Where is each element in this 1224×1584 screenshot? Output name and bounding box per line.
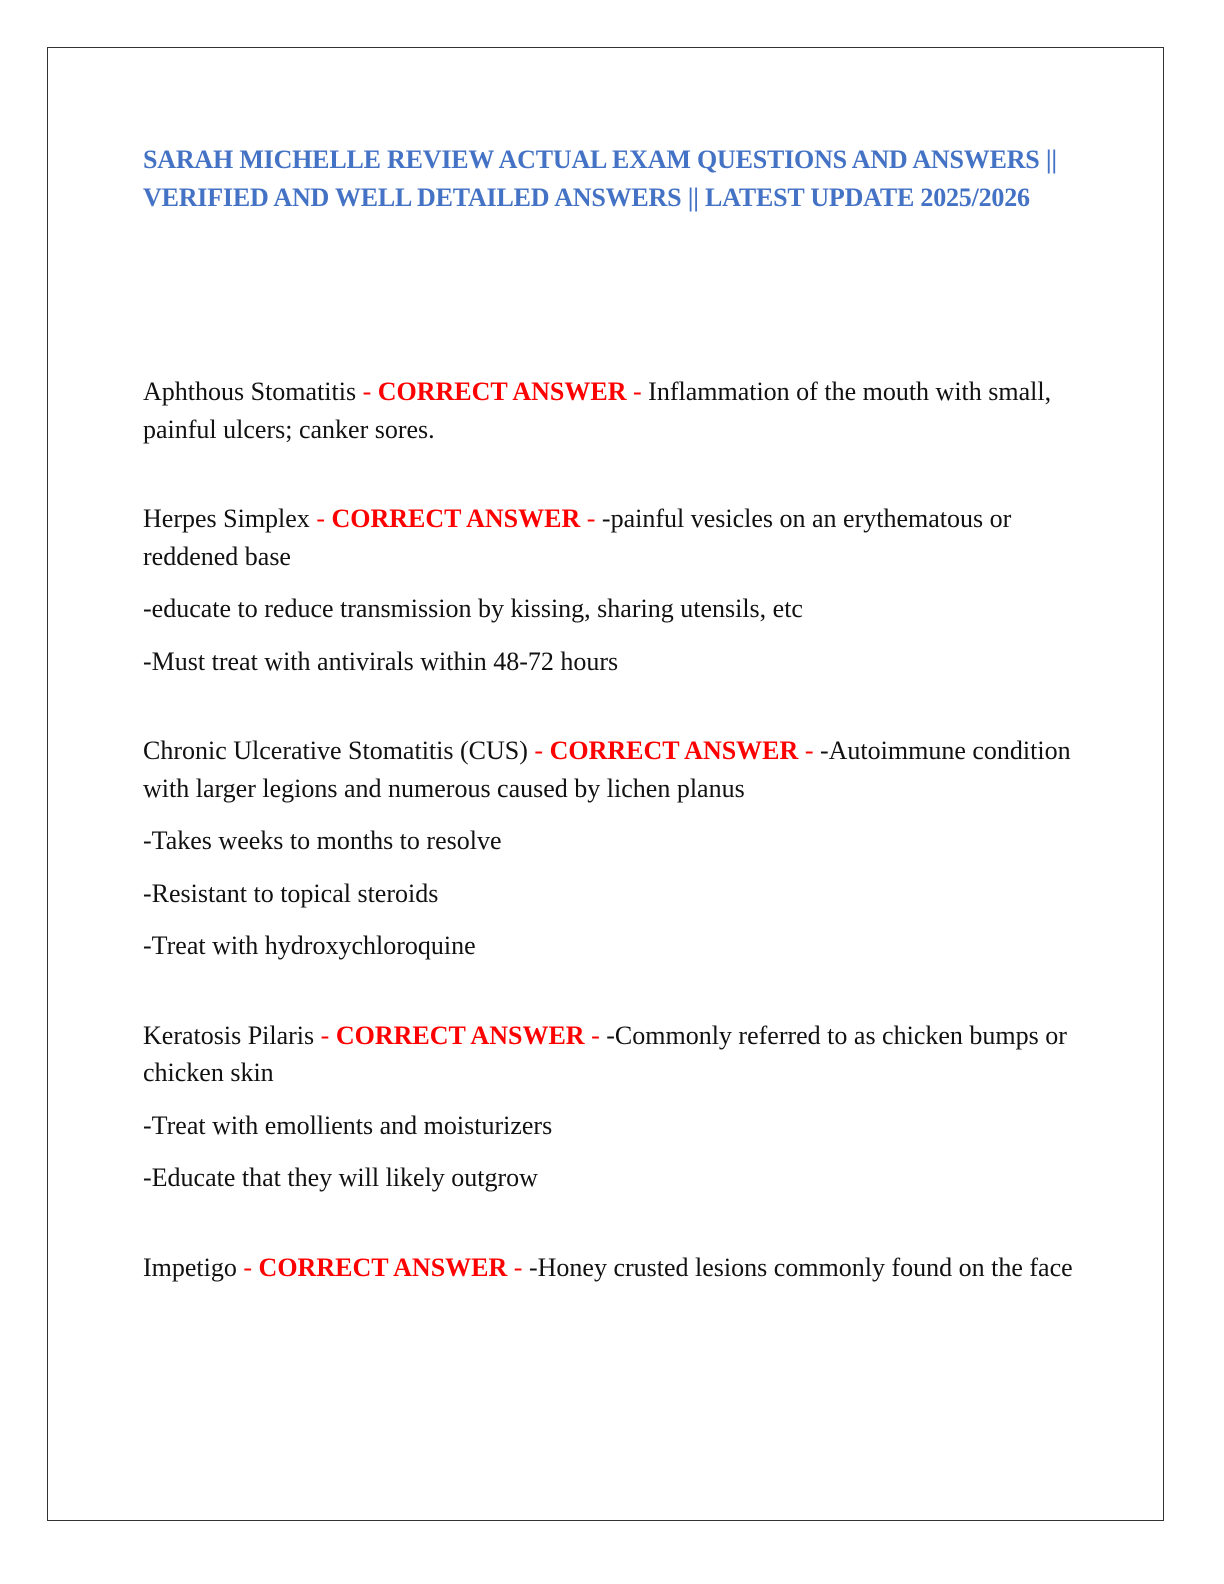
- correct-answer-marker: CORRECT ANSWER: [335, 1020, 585, 1050]
- entry-term: Impetigo: [143, 1252, 237, 1282]
- entry-bullet: -Treat with emollients and moisturizers: [143, 1110, 553, 1140]
- entry-term: Aphthous Stomatitis: [143, 377, 357, 406]
- qa-entry-impetigo: [143, 1249, 1078, 1287]
- entry-bullet: -Resistant to topical steroids: [143, 878, 439, 908]
- separator: -: [584, 1020, 607, 1050]
- document-title: SARAH MICHELLE REVIEW ACTUAL EXAM QUESTIONS AND ANSWERS || VERIFIED AND WELL DETAILED ANSWERS || LATEST UPDATE 2025/2026: [143, 145, 1057, 212]
- entry-bullet: -Takes weeks to months to resolve: [143, 826, 502, 855]
- entry-answer: Inflammation of the mouth with small, painful ulcers; canker sores.: [143, 377, 1052, 444]
- entry-term: Herpes Simplex: [143, 504, 310, 533]
- entry-answer: -Honey crusted lesions commonly found on the face: [528, 1252, 1073, 1282]
- separator: -: [309, 504, 332, 533]
- correct-answer-marker: CORRECT ANSWER: [331, 504, 581, 533]
- entry-answer: -Commonly referred to as chicken bumps or chicken skin: [143, 1020, 1067, 1087]
- qa-entry-herpes-simplex: [143, 500, 1078, 680]
- entry-bullet: -Educate that they will likely outgrow: [143, 1163, 538, 1192]
- separator: -: [356, 377, 378, 406]
- entry-term: Chronic Ulcerative Stomatitis (CUS): [143, 736, 528, 765]
- entry-answer: -painful vesicles on an erythematous or reddened base: [143, 504, 1012, 571]
- qa-entry-line: [143, 1249, 1078, 1287]
- qa-entry-chronic-ulcerative-stomatitis: [143, 732, 1078, 965]
- separator: -: [580, 504, 602, 533]
- separator: -: [236, 1252, 259, 1282]
- entry-answer: -Autoimmune condition with larger legions and numerous caused by lichen planus: [143, 736, 1071, 803]
- entry-term: Keratosis Pilaris: [143, 1020, 315, 1050]
- entry-bullet: -Must treat with antivirals within 48-72 hours: [143, 646, 619, 676]
- separator: -: [527, 736, 550, 765]
- qa-entry-keratosis-pilaris: [143, 1017, 1078, 1197]
- correct-answer-marker: CORRECT ANSWER: [377, 377, 627, 406]
- qa-entry-aphthous-stomatitis: [143, 373, 1078, 448]
- entry-bullet: -educate to reduce transmission by kissing, sharing utensils, etc: [143, 594, 803, 623]
- separator: -: [626, 377, 649, 406]
- qa-entry-line: [143, 732, 1078, 807]
- correct-answer-marker: CORRECT ANSWER: [549, 736, 799, 765]
- qa-entry-line: [143, 1017, 1078, 1092]
- separator: -: [798, 736, 820, 765]
- separator: -: [314, 1020, 336, 1050]
- qa-entry-line: [143, 500, 1078, 575]
- qa-entry-line: [143, 373, 1078, 448]
- correct-answer-marker: CORRECT ANSWER: [258, 1252, 508, 1282]
- separator: -: [507, 1252, 529, 1282]
- entry-bullet: -Treat with hydroxychloroquine: [143, 931, 476, 960]
- qa-entries: [143, 373, 1078, 1338]
